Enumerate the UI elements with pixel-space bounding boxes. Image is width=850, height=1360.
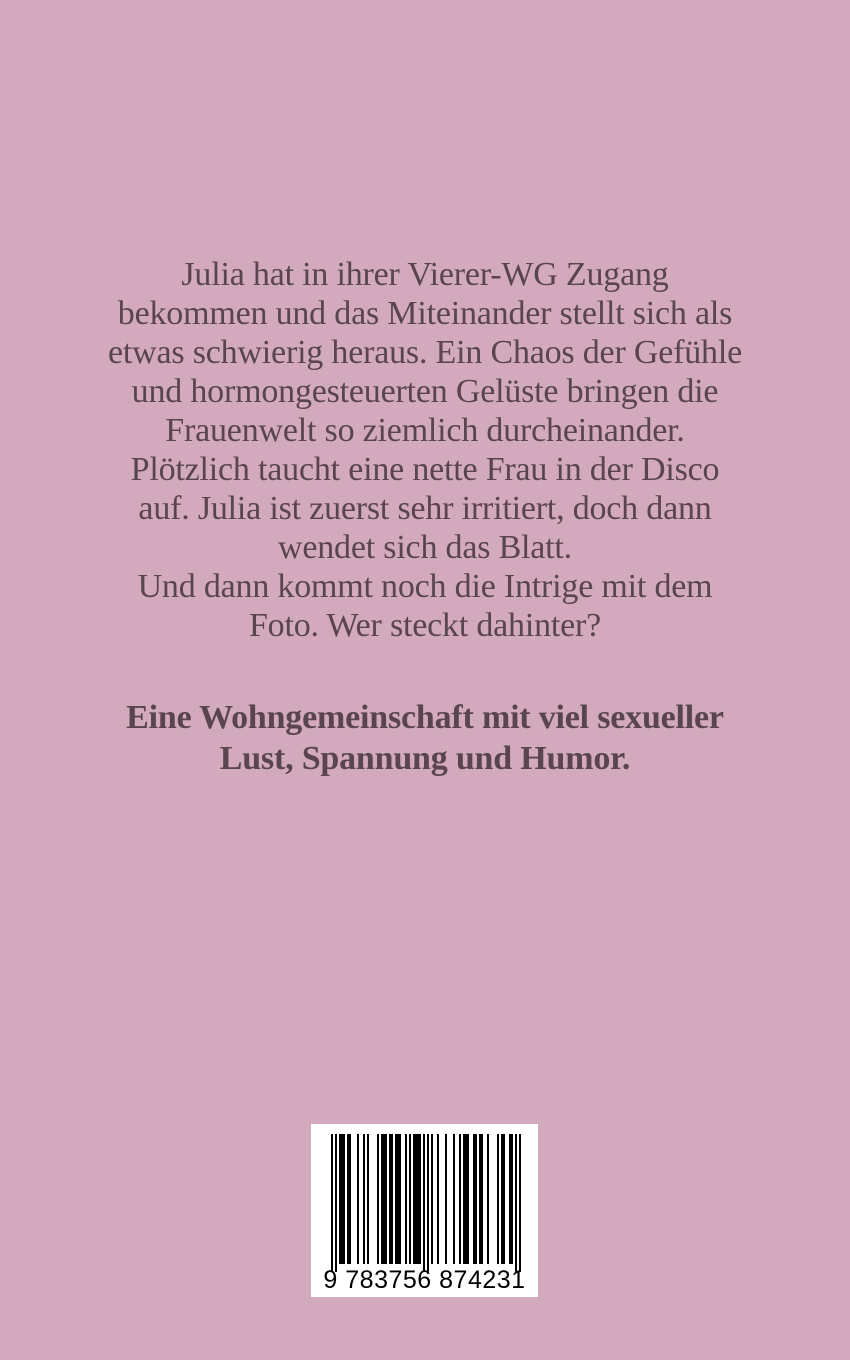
- blurb-line: bekommen und das Miteinander stellt sich als: [117, 295, 733, 332]
- barcode-bar: [497, 1134, 499, 1264]
- barcode-bar: [465, 1134, 467, 1264]
- barcode-bar: [347, 1134, 349, 1264]
- barcode-bar: [331, 1134, 333, 1272]
- blurb-line: Und dann kommt noch die Intrige mit dem: [137, 568, 713, 605]
- barcode-bar: [473, 1134, 475, 1264]
- blurb-line: wendet sich das Blatt.: [278, 529, 572, 566]
- barcode-bar: [339, 1134, 341, 1264]
- barcode-bar: [515, 1134, 517, 1272]
- barcode-bar: [519, 1134, 521, 1272]
- barcode-bar: [405, 1134, 407, 1264]
- blurb-line: Plötzlich taucht eine nette Frau in der Disco: [130, 451, 720, 488]
- barcode-bar: [395, 1134, 397, 1264]
- barcode-bar: [397, 1134, 399, 1264]
- blurb-line: auf. Julia ist zuerst sehr irritiert, doch dann: [138, 490, 712, 527]
- blurb-line: etwas schwierig heraus. Ein Chaos der Gefühle: [108, 334, 742, 371]
- barcode-bar: [501, 1134, 503, 1264]
- barcode-bar: [357, 1134, 359, 1264]
- barcode-bar: [511, 1134, 513, 1264]
- barcode-bar: [363, 1134, 365, 1264]
- barcode-bar: [481, 1134, 483, 1264]
- barcode-bar: [385, 1134, 387, 1264]
- barcode-bar: [383, 1134, 385, 1264]
- barcode-bar: [409, 1134, 411, 1264]
- barcode-bar: [391, 1134, 393, 1264]
- barcode-bar: [503, 1134, 505, 1264]
- isbn-number: 9 783756 874231: [323, 1266, 526, 1294]
- barcode-bar: [467, 1134, 469, 1264]
- barcode-bar: [463, 1134, 465, 1264]
- barcode-bar: [335, 1134, 337, 1272]
- barcode-bar: [437, 1134, 439, 1264]
- barcode-bar: [367, 1134, 369, 1264]
- blurb-line: Foto. Wer steckt dahinter?: [248, 607, 602, 644]
- blurb-line: Frauenwelt so ziemlich durcheinander.: [165, 412, 685, 449]
- barcode-bar: [389, 1134, 391, 1264]
- barcode-bar: [417, 1134, 419, 1264]
- barcode-bar: [475, 1134, 477, 1264]
- isbn-barcode: [311, 1124, 538, 1297]
- barcode-bar: [479, 1134, 481, 1264]
- barcode-bar: [399, 1134, 401, 1264]
- barcode-bar: [423, 1134, 425, 1272]
- tagline-line: Lust, Spannung und Humor.: [219, 740, 631, 777]
- barcode-bar: [381, 1134, 383, 1264]
- barcode-bar: [377, 1134, 379, 1264]
- barcode-bar: [453, 1134, 455, 1264]
- barcode-bar: [487, 1134, 489, 1264]
- blurb-text: [40, 255, 810, 645]
- barcode-bar: [459, 1134, 461, 1264]
- barcode-bar: [341, 1134, 343, 1264]
- barcode-bar: [413, 1134, 415, 1264]
- barcode-bar: [419, 1134, 421, 1264]
- barcode-bar: [431, 1134, 433, 1264]
- blurb-line: Julia hat in ihrer Vierer-WG Zugang: [181, 256, 669, 293]
- tagline: [40, 697, 810, 779]
- barcode-bar: [349, 1134, 351, 1264]
- barcode-bar: [509, 1134, 511, 1264]
- barcode-bar: [343, 1134, 345, 1264]
- barcode-bar: [415, 1134, 417, 1264]
- barcode-bar: [427, 1134, 429, 1272]
- blurb-line: und hormongesteuerten Gelüste bringen die: [131, 373, 719, 410]
- tagline-line: Eine Wohngemeinschaft mit viel sexueller: [126, 699, 724, 736]
- barcode-bar: [445, 1134, 447, 1264]
